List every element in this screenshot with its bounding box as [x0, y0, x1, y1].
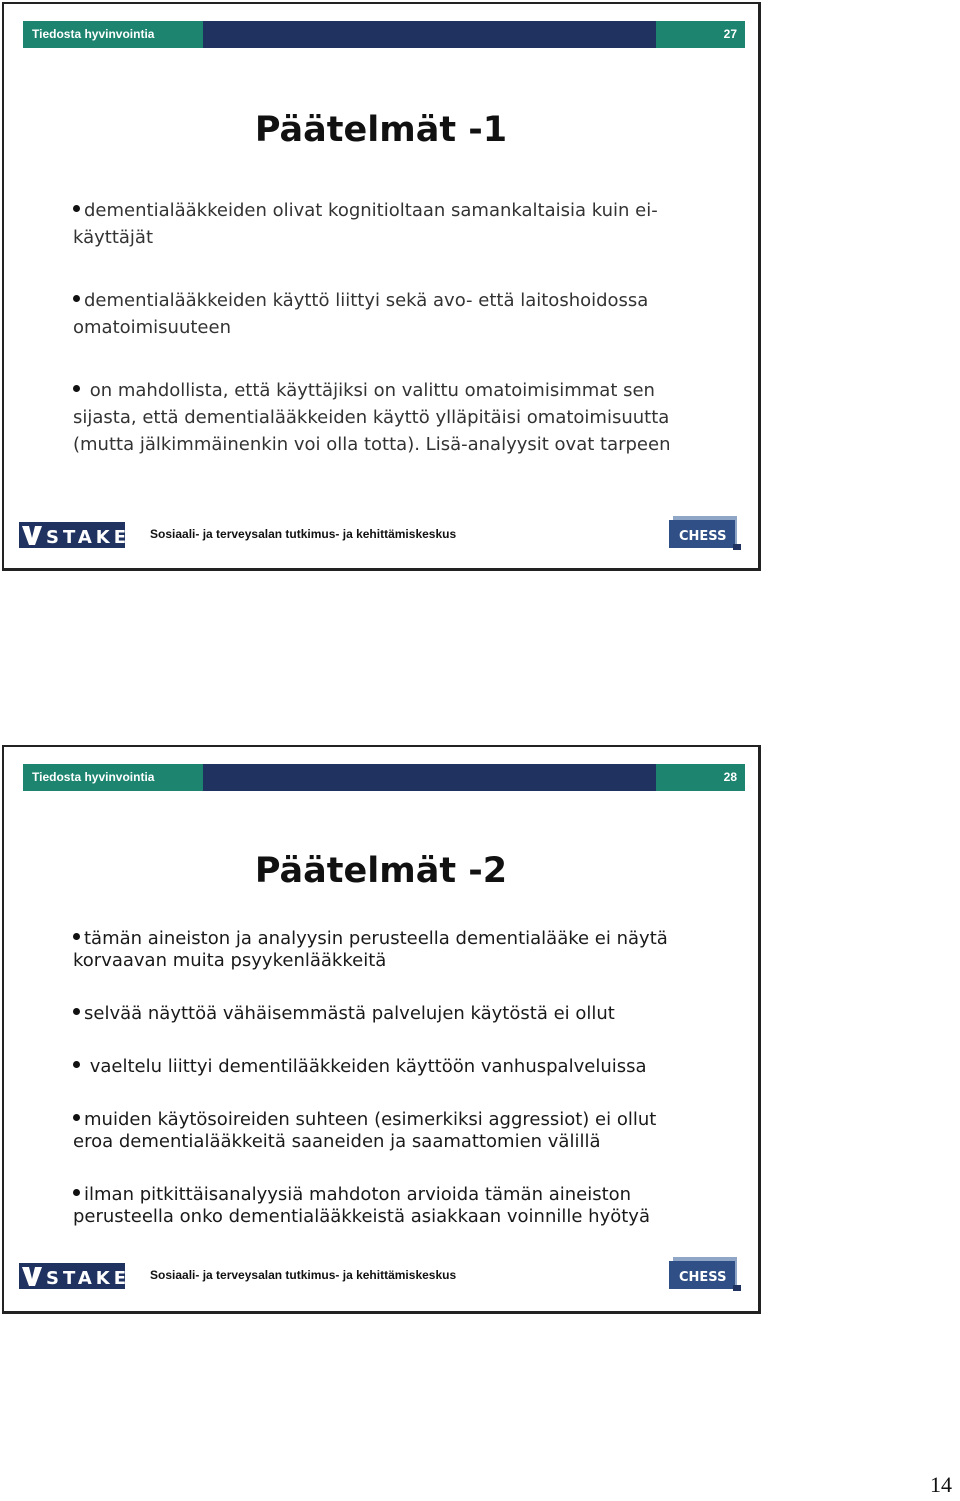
bullet-text: vaeltelu liittyi dementilääkkeiden käyttöön vanhuspalveluissa [84, 1056, 647, 1077]
footer-organization-text: Sosiaali- ja terveysalan tutkimus- ja kehittämiskeskus [150, 1268, 457, 1282]
bullet-item [73, 1109, 693, 1153]
chess-logo-icon [667, 1255, 743, 1295]
svg-text:CHESS: CHESS [679, 529, 727, 544]
slide-footer [19, 1255, 744, 1299]
bullet-dot-icon [73, 933, 80, 940]
footer-organization-text: Sosiaali- ja terveysalan tutkimus- ja kehittämiskeskus [150, 527, 457, 541]
slide-title: Päätelmät -2 [254, 851, 508, 891]
bullet-dot-icon [73, 295, 80, 302]
bullet-dot-icon [73, 385, 80, 392]
bullet-item [73, 287, 693, 341]
bullet-dot-icon [73, 1061, 80, 1068]
slide-28 [2, 745, 761, 1314]
slide-footer [19, 514, 744, 558]
bullet-text: muiden käytösoireiden suhteen (esimerkiksi aggressiot) ei ollut eroa dementialääkkeitä saaneiden ja saamattomien välillä [73, 1109, 657, 1152]
bullet-text: dementialääkkeiden käyttö liittyi sekä avo- että laitoshoidossa omatoimisuuteen [73, 290, 649, 338]
bullet-item [73, 928, 693, 972]
slide-27 [2, 2, 761, 571]
bullet-item [73, 1003, 693, 1025]
bullet-text: selvää näyttöä vähäisemmästä palvelujen käytöstä ei ollut [84, 1003, 615, 1024]
slide-title: Päätelmät -1 [254, 110, 508, 150]
bullet-item [73, 1184, 693, 1228]
bullet-text: ilman pitkittäisanalyysiä mahdoton arvioida tämän aineiston perusteella onko dementialääkkeistä asiakkaan voinnille hyötyä [73, 1184, 650, 1227]
stakes-logo-icon [19, 1263, 147, 1289]
header-left-label: Tiedosta hyvinvointia [23, 21, 203, 48]
bullet-list [73, 197, 693, 494]
bullet-text: tämän aineiston ja analyysin perusteella dementialääke ei näytä korvaavan muita psyykenlääkkeitä [73, 928, 668, 971]
svg-text:CHESS: CHESS [679, 1270, 727, 1285]
svg-text:STAKES: STAKES [46, 527, 147, 548]
slide-number: 28 [656, 764, 745, 791]
bullet-item [73, 377, 693, 458]
bullet-text: on mahdollista, että käyttäjiksi on valittu omatoimisimmat sen sijasta, että dementialääkkeiden käyttö ylläpitäisi omatoimisuutta (mutta jälkimmäinenkin voi olla totta). Lisä-analyysit ovat tarpeen [73, 380, 671, 455]
slide-header-bar [23, 764, 745, 791]
bullet-text: dementialääkkeiden olivat kognitioltaan samankaltaisia kuin ei-käyttäjät [73, 200, 658, 248]
stakes-logo-icon [19, 522, 147, 548]
bullet-item [73, 1056, 693, 1078]
bullet-list [73, 928, 693, 1259]
header-left-label: Tiedosta hyvinvointia [23, 764, 203, 791]
bullet-dot-icon [73, 1114, 80, 1121]
page-number: 14 [930, 1472, 952, 1497]
bullet-item [73, 197, 693, 251]
svg-text:STAKES: STAKES [46, 1268, 147, 1289]
chess-logo-icon [667, 514, 743, 554]
bullet-dot-icon [73, 1008, 80, 1015]
slide-header-bar [23, 21, 745, 48]
bullet-dot-icon [73, 205, 80, 212]
header-middle-band [203, 764, 656, 791]
slide-number: 27 [656, 21, 745, 48]
bullet-dot-icon [73, 1189, 80, 1196]
header-middle-band [203, 21, 656, 48]
